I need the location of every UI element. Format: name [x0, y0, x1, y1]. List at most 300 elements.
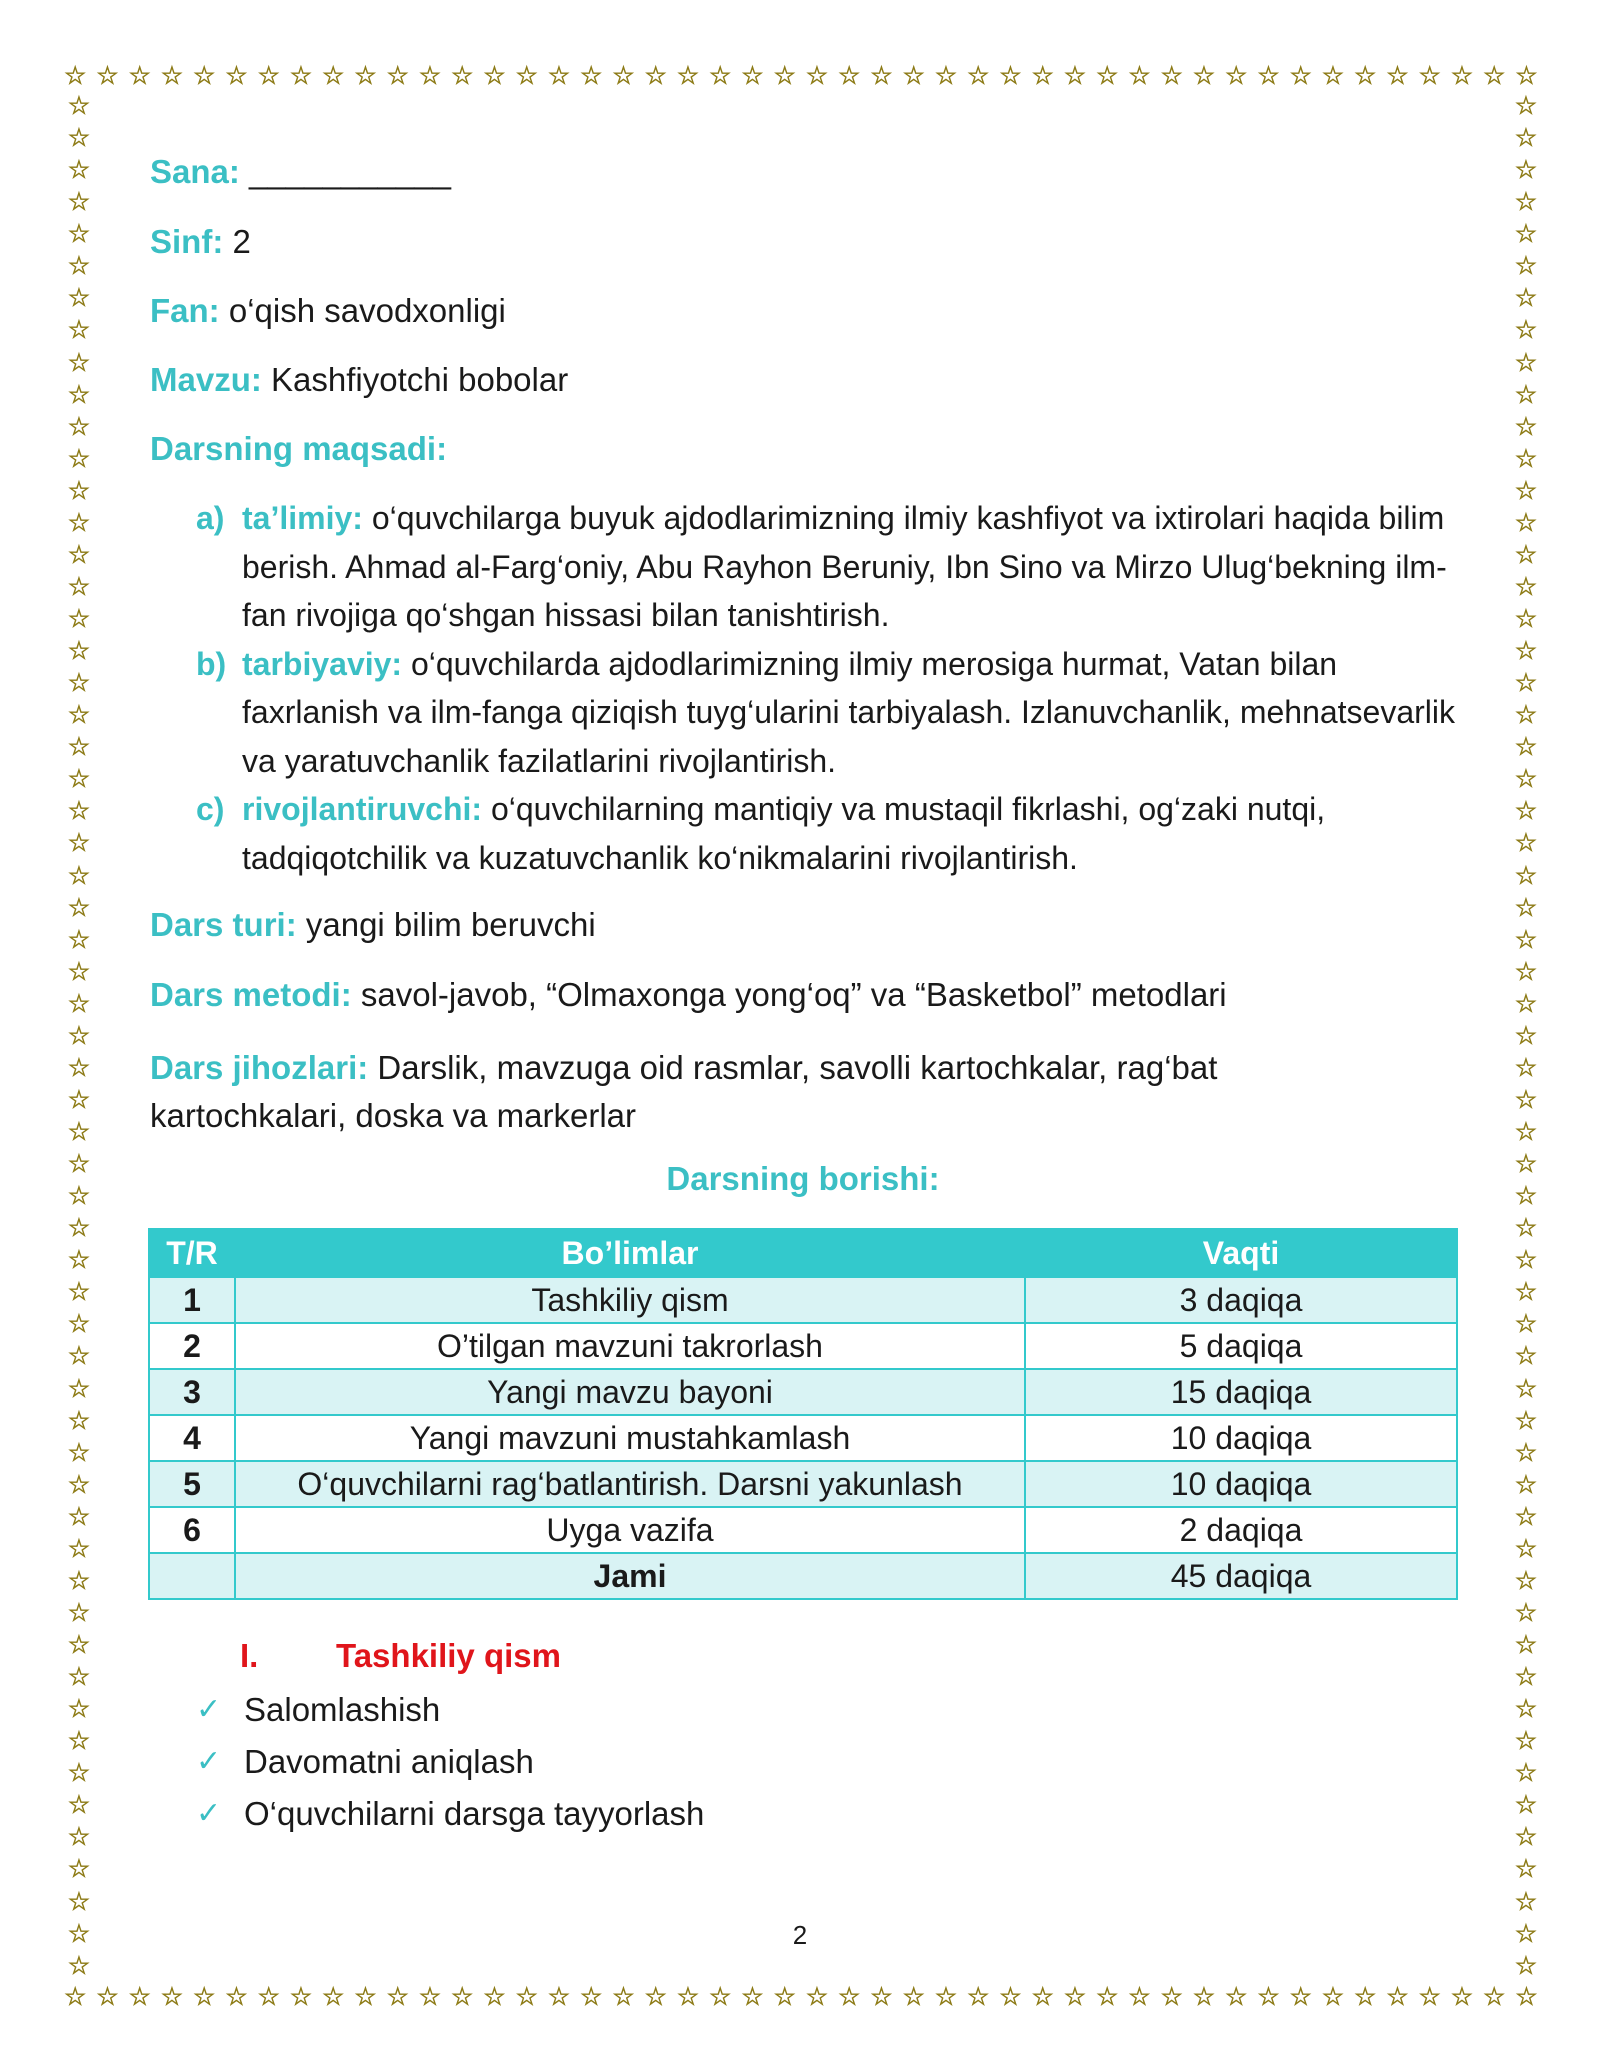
star-icon: ☆	[483, 61, 506, 90]
check-icon: ✓	[196, 1796, 222, 1831]
field-dars-metodi	[150, 975, 1227, 1015]
row-time: 10 daqiqa	[1025, 1415, 1457, 1461]
row-number: 3	[149, 1369, 235, 1415]
star-icon: ☆	[322, 61, 345, 90]
star-icon: ☆	[1514, 988, 1538, 1018]
star-icon: ☆	[67, 155, 91, 185]
field-dars-jihozlari	[150, 1044, 1350, 1140]
star-icon: ☆	[67, 1758, 91, 1788]
star-icon: ☆	[67, 1341, 91, 1371]
goal-item	[196, 785, 1466, 882]
star-icon: ☆	[1514, 539, 1538, 569]
star-icon: ☆	[67, 1854, 91, 1884]
star-icon: ☆	[1515, 1982, 1538, 2011]
star-icon: ☆	[160, 61, 184, 90]
star-icon: ☆	[225, 1982, 248, 2011]
star-icon: ☆	[1321, 1982, 1345, 2011]
goal-item	[196, 494, 1466, 640]
fan-label: Fan:	[150, 292, 220, 329]
table-row	[149, 1415, 1457, 1461]
star-icon: ☆	[451, 1982, 474, 2011]
row-time: 5 daqiqa	[1025, 1323, 1457, 1369]
table-total-row	[149, 1553, 1457, 1599]
star-icon: ☆	[1418, 1982, 1441, 2011]
star-icon: ☆	[67, 123, 91, 153]
star-icon: ☆	[1160, 61, 1183, 90]
star-icon: ☆	[67, 219, 91, 249]
mavzu-label: Mavzu:	[150, 361, 262, 398]
star-icon: ☆	[67, 1277, 91, 1307]
list-item-text: Davomatni aniqlash	[244, 1743, 534, 1780]
star-icon: ☆	[160, 1982, 184, 2011]
star-icon: ☆	[1514, 700, 1538, 730]
star-icon: ☆	[1225, 61, 1248, 90]
star-icon: ☆	[386, 61, 409, 90]
star-icon: ☆	[1514, 1694, 1538, 1724]
star-icon: ☆	[1514, 1405, 1538, 1435]
star-icon: ☆	[1514, 1373, 1538, 1403]
star-icon: ☆	[354, 61, 377, 90]
star-border-bottom	[64, 1983, 1538, 2011]
star-icon: ☆	[67, 860, 91, 890]
star-border-top	[64, 62, 1538, 90]
sinf-label: Sinf:	[150, 223, 224, 260]
goal-label: rivojlantiruvchi:	[242, 791, 483, 827]
star-icon: ☆	[1354, 1982, 1377, 2011]
star-icon: ☆	[67, 1533, 91, 1563]
star-icon: ☆	[1514, 1437, 1538, 1467]
star-icon: ☆	[773, 1982, 796, 2011]
star-icon: ☆	[741, 1982, 764, 2011]
total-number	[149, 1553, 235, 1599]
row-section: O’tilgan mavzuni takrorlash	[235, 1323, 1025, 1369]
star-icon: ☆	[1257, 1982, 1280, 2011]
star-icon: ☆	[67, 475, 91, 505]
star-icon: ☆	[902, 61, 925, 90]
star-icon: ☆	[1031, 61, 1054, 90]
star-icon: ☆	[805, 61, 829, 90]
col-header-vaqti: Vaqti	[1025, 1229, 1457, 1277]
star-icon: ☆	[67, 924, 91, 954]
star-icon: ☆	[67, 1565, 91, 1595]
star-icon: ☆	[67, 507, 91, 537]
star-icon: ☆	[67, 1886, 91, 1916]
sana-label: Sana:	[150, 153, 240, 190]
star-icon: ☆	[1096, 1982, 1119, 2011]
star-icon: ☆	[67, 347, 91, 377]
goal-letter: a)	[196, 500, 225, 536]
star-icon: ☆	[1514, 187, 1538, 217]
goal-item	[196, 640, 1466, 786]
row-time: 2 daqiqa	[1025, 1507, 1457, 1553]
field-sinf	[150, 222, 251, 262]
star-icon: ☆	[1515, 61, 1538, 90]
star-icon: ☆	[1321, 61, 1345, 90]
star-icon: ☆	[1514, 604, 1538, 633]
star-icon: ☆	[1514, 315, 1538, 345]
star-icon: ☆	[67, 1052, 91, 1082]
row-number: 4	[149, 1415, 235, 1461]
star-icon: ☆	[67, 283, 91, 313]
star-icon: ☆	[870, 61, 893, 90]
star-icon: ☆	[67, 443, 91, 473]
star-icon: ☆	[1514, 1309, 1538, 1339]
goal-letter: b)	[196, 645, 227, 682]
star-icon: ☆	[67, 411, 91, 441]
star-icon: ☆	[1514, 1597, 1538, 1627]
row-number: 2	[149, 1323, 235, 1369]
star-icon: ☆	[515, 1982, 538, 2011]
star-icon: ☆	[67, 539, 91, 569]
star-icon: ☆	[257, 1982, 280, 2011]
star-icon: ☆	[612, 61, 635, 90]
row-section: O‘quvchilarni rag‘batlantirish. Darsni yakunlash	[235, 1461, 1025, 1507]
star-icon: ☆	[67, 1309, 91, 1339]
star-icon: ☆	[67, 187, 91, 217]
star-icon: ☆	[676, 1982, 700, 2011]
star-icon: ☆	[1514, 1181, 1538, 1211]
star-icon: ☆	[1128, 61, 1151, 90]
dars-metodi-value: savol-javob, “Olmaxonga yong‘oq” va “Basketbol” metodlari	[360, 976, 1227, 1013]
star-icon: ☆	[676, 61, 700, 90]
star-icon: ☆	[1514, 1052, 1538, 1082]
star-icon: ☆	[67, 1437, 91, 1467]
star-icon: ☆	[96, 1982, 119, 2011]
star-icon: ☆	[1514, 283, 1538, 313]
star-icon: ☆	[1160, 1982, 1183, 2011]
star-icon: ☆	[1514, 1084, 1538, 1114]
star-icon: ☆	[1514, 507, 1538, 537]
total-label: Jami	[235, 1553, 1025, 1599]
star-icon: ☆	[67, 1213, 91, 1243]
star-icon: ☆	[67, 1694, 91, 1724]
star-icon: ☆	[838, 61, 861, 90]
star-icon: ☆	[1354, 61, 1377, 90]
star-icon: ☆	[1257, 61, 1280, 90]
star-icon: ☆	[67, 892, 91, 922]
page-number: 2	[792, 1920, 808, 1950]
star-icon: ☆	[934, 61, 958, 90]
star-icon: ☆	[67, 1790, 91, 1820]
dars-turi-label: Dars turi:	[150, 906, 297, 943]
checklist	[196, 1684, 704, 1840]
star-icon: ☆	[1514, 668, 1538, 698]
field-mavzu	[150, 360, 568, 400]
fan-value: o‘qish savodxonligi	[228, 292, 506, 329]
star-icon: ☆	[418, 1982, 442, 2011]
star-icon: ☆	[709, 1982, 732, 2011]
star-icon: ☆	[741, 61, 764, 90]
row-section: Yangi mavzuni mustahkamlash	[235, 1415, 1025, 1461]
star-icon: ☆	[580, 61, 603, 90]
goals-list	[196, 494, 1466, 882]
goal-label: ta’limiy:	[242, 500, 363, 536]
goal-text	[242, 785, 1466, 882]
star-icon: ☆	[67, 636, 91, 666]
star-icon: ☆	[1514, 1790, 1538, 1820]
star-icon: ☆	[1289, 1982, 1312, 2011]
star-icon: ☆	[67, 379, 91, 409]
star-icon: ☆	[967, 1982, 990, 2011]
star-icon: ☆	[1450, 1982, 1474, 2011]
star-icon: ☆	[1514, 732, 1538, 762]
star-icon: ☆	[67, 1630, 91, 1659]
star-icon: ☆	[999, 61, 1022, 90]
star-icon: ☆	[67, 251, 91, 281]
star-icon: ☆	[1514, 828, 1538, 858]
plan-title: Darsning borishi:	[666, 1160, 940, 1197]
star-icon: ☆	[67, 796, 91, 826]
star-icon: ☆	[1096, 61, 1119, 90]
star-icon: ☆	[999, 1982, 1022, 2011]
star-icon: ☆	[644, 1982, 667, 2011]
goal-body: o‘quvchilarda ajdodlarimizning ilmiy merosiga hurmat, Vatan bilan faxrlanish va ilm-fanga qiziqish tuyg‘ularini tarbiyalash. Izlanuvchanlik, mehnatsevarlik va yaratuvchanlik fazilatlarini rivojlantirish.	[242, 645, 1456, 779]
star-icon: ☆	[1418, 61, 1441, 90]
row-time: 3 daqiqa	[1025, 1277, 1457, 1323]
goal-label: tarbiyaviy:	[242, 645, 403, 682]
plan-table	[148, 1228, 1458, 1600]
section-title-text: Tashkiliy qism	[336, 1637, 561, 1674]
star-icon: ☆	[515, 61, 538, 90]
row-section: Tashkiliy qism	[235, 1277, 1025, 1323]
star-icon: ☆	[67, 1597, 91, 1627]
star-icon: ☆	[67, 604, 91, 633]
table-row	[149, 1277, 1457, 1323]
star-icon: ☆	[1192, 61, 1216, 90]
dars-jihozlari-value: Darslik, mavzuga oid rasmlar, savolli kartochkalar, rag‘bat kartochkalari, doska va markerlar	[150, 1049, 1218, 1134]
star-icon: ☆	[128, 1982, 151, 2011]
star-icon: ☆	[547, 61, 571, 90]
star-icon: ☆	[1514, 1277, 1538, 1307]
star-icon: ☆	[67, 1918, 91, 1948]
star-icon: ☆	[644, 61, 667, 90]
star-icon: ☆	[709, 61, 732, 90]
star-icon: ☆	[1514, 1501, 1538, 1531]
star-icon: ☆	[612, 1982, 635, 2011]
row-time: 10 daqiqa	[1025, 1461, 1457, 1507]
star-icon: ☆	[67, 1181, 91, 1211]
star-icon: ☆	[67, 668, 91, 698]
field-dars-turi	[150, 905, 596, 945]
star-icon: ☆	[1514, 1020, 1538, 1050]
star-icon: ☆	[1063, 1982, 1087, 2011]
star-icon: ☆	[1289, 61, 1312, 90]
row-number: 6	[149, 1507, 235, 1553]
row-number: 5	[149, 1461, 235, 1507]
total-time: 45 daqiqa	[1025, 1553, 1457, 1599]
star-icon: ☆	[1514, 860, 1538, 890]
dars-jihozlari-label: Dars jihozlari:	[150, 1049, 369, 1086]
star-icon: ☆	[870, 1982, 893, 2011]
star-icon: ☆	[547, 1982, 571, 2011]
star-icon: ☆	[67, 956, 91, 986]
star-icon: ☆	[1514, 411, 1538, 441]
goal-body: o‘quvchilarga buyuk ajdodlarimizning ilmiy kashfiyot va ixtirolari haqida bilim berish. Ahmad al-Farg‘oniy, Abu Rayhon Beruniy, Ibn Sino va Mirzo Ulug‘bekning ilm-fan rivojiga qo‘shgan hissasi bilan tanishtirish.	[242, 500, 1447, 633]
star-icon: ☆	[1514, 219, 1538, 249]
row-time: 15 daqiqa	[1025, 1369, 1457, 1415]
section-title	[240, 1637, 561, 1675]
table-row	[149, 1323, 1457, 1369]
field-sana	[150, 152, 451, 192]
star-icon: ☆	[386, 1982, 409, 2011]
star-icon: ☆	[257, 61, 280, 90]
star-icon: ☆	[1514, 924, 1538, 954]
col-header-bolimlar: Bo’limlar	[235, 1229, 1025, 1277]
star-icon: ☆	[1514, 1758, 1538, 1788]
star-icon: ☆	[1514, 123, 1538, 153]
star-icon: ☆	[67, 1822, 91, 1852]
star-border-left	[64, 92, 94, 1980]
star-icon: ☆	[67, 1726, 91, 1756]
star-icon: ☆	[1514, 636, 1538, 666]
star-icon: ☆	[1514, 1245, 1538, 1275]
star-icon: ☆	[1031, 1982, 1054, 2011]
star-icon: ☆	[805, 1982, 829, 2011]
star-icon: ☆	[67, 828, 91, 858]
star-icon: ☆	[1514, 571, 1538, 601]
star-icon: ☆	[1450, 61, 1474, 90]
star-icon: ☆	[1514, 1533, 1538, 1563]
star-icon: ☆	[1128, 1982, 1151, 2011]
row-section: Yangi mavzu bayoni	[235, 1369, 1025, 1415]
star-icon: ☆	[67, 1149, 91, 1179]
star-icon: ☆	[96, 61, 119, 90]
check-icon: ✓	[196, 1692, 222, 1727]
col-header-tr: T/R	[149, 1229, 235, 1277]
star-icon: ☆	[1514, 443, 1538, 473]
table-header-row	[149, 1229, 1457, 1277]
star-icon: ☆	[1514, 1886, 1538, 1916]
star-icon: ☆	[128, 61, 151, 90]
star-icon: ☆	[1514, 155, 1538, 185]
star-icon: ☆	[67, 1117, 91, 1146]
star-icon: ☆	[1514, 1469, 1538, 1499]
star-icon: ☆	[64, 1982, 87, 2011]
star-icon: ☆	[1483, 1982, 1506, 2011]
star-icon: ☆	[1514, 764, 1538, 794]
list-item	[196, 1684, 704, 1736]
star-icon: ☆	[67, 315, 91, 345]
star-icon: ☆	[67, 732, 91, 762]
star-icon: ☆	[1514, 796, 1538, 826]
star-icon: ☆	[1483, 61, 1506, 90]
star-icon: ☆	[1514, 1117, 1538, 1146]
list-item-text: O‘quvchilarni darsga tayyorlash	[244, 1795, 705, 1832]
goal-letter: c)	[196, 791, 225, 827]
mavzu-value: Kashfiyotchi bobolar	[271, 361, 569, 398]
row-number: 1	[149, 1277, 235, 1323]
star-icon: ☆	[1514, 251, 1538, 281]
goal-text	[242, 640, 1466, 786]
star-icon: ☆	[354, 1982, 377, 2011]
field-fan	[150, 291, 506, 331]
star-icon: ☆	[322, 1982, 345, 2011]
star-icon: ☆	[451, 61, 474, 90]
star-icon: ☆	[289, 61, 313, 90]
star-icon: ☆	[1514, 1565, 1538, 1595]
star-icon: ☆	[1514, 1213, 1538, 1243]
star-icon: ☆	[1192, 1982, 1216, 2011]
star-icon: ☆	[64, 61, 87, 90]
star-icon: ☆	[67, 1501, 91, 1531]
star-icon: ☆	[1514, 1662, 1538, 1692]
star-icon: ☆	[967, 61, 990, 90]
star-icon: ☆	[67, 1373, 91, 1403]
star-icon: ☆	[67, 1662, 91, 1692]
star-icon: ☆	[67, 1020, 91, 1050]
star-icon: ☆	[67, 700, 91, 730]
star-icon: ☆	[1514, 1822, 1538, 1852]
star-icon: ☆	[1386, 1982, 1409, 2011]
star-icon: ☆	[1514, 1918, 1538, 1948]
star-icon: ☆	[67, 1245, 91, 1275]
list-item-text: Salomlashish	[244, 1691, 441, 1728]
star-icon: ☆	[67, 571, 91, 601]
star-icon: ☆	[67, 1405, 91, 1435]
star-border-right	[1511, 92, 1541, 1980]
star-icon: ☆	[838, 1982, 861, 2011]
star-icon: ☆	[1514, 1726, 1538, 1756]
star-icon: ☆	[1514, 347, 1538, 377]
star-icon: ☆	[193, 61, 216, 90]
dars-turi-value: yangi bilim beruvchi	[305, 906, 596, 943]
star-icon: ☆	[67, 1950, 91, 1980]
goals-title-label: Darsning maqsadi:	[150, 430, 448, 467]
star-icon: ☆	[773, 61, 796, 90]
list-item	[196, 1736, 704, 1788]
star-icon: ☆	[1514, 1854, 1538, 1884]
star-icon: ☆	[67, 988, 91, 1018]
star-icon: ☆	[289, 1982, 313, 2011]
star-icon: ☆	[193, 1982, 216, 2011]
star-icon: ☆	[225, 61, 248, 90]
table-row	[149, 1369, 1457, 1415]
goal-text	[242, 494, 1466, 640]
star-icon: ☆	[483, 1982, 506, 2011]
goals-title	[150, 429, 447, 469]
star-icon: ☆	[1514, 956, 1538, 986]
star-icon: ☆	[1514, 91, 1538, 120]
star-icon: ☆	[902, 1982, 925, 2011]
table-row	[149, 1461, 1457, 1507]
star-icon: ☆	[1386, 61, 1409, 90]
star-icon: ☆	[1514, 475, 1538, 505]
star-icon: ☆	[67, 91, 91, 120]
goal-body: o‘quvchilarning mantiqiy va mustaqil fikrlashi, og‘zaki nutqi, tadqiqotchilik va kuzatuvchanlik ko‘nikmalarini rivojlantirish.	[242, 791, 1326, 876]
star-icon: ☆	[67, 1469, 91, 1499]
section-roman: I.	[240, 1637, 259, 1674]
star-icon: ☆	[67, 1084, 91, 1114]
sinf-value: 2	[232, 223, 251, 260]
list-item	[196, 1788, 704, 1840]
star-icon: ☆	[1514, 379, 1538, 409]
star-icon: ☆	[1514, 1630, 1538, 1659]
star-icon: ☆	[580, 1982, 603, 2011]
row-section: Uyga vazifa	[235, 1507, 1025, 1553]
check-icon: ✓	[196, 1744, 222, 1779]
star-icon: ☆	[1225, 1982, 1248, 2011]
table-row	[149, 1507, 1457, 1553]
star-icon: ☆	[1514, 1149, 1538, 1179]
star-icon: ☆	[1514, 1950, 1538, 1980]
star-icon: ☆	[1514, 1341, 1538, 1371]
star-icon: ☆	[1063, 61, 1087, 90]
star-icon: ☆	[1514, 892, 1538, 922]
star-icon: ☆	[67, 764, 91, 794]
star-icon: ☆	[418, 61, 442, 90]
dars-metodi-label: Dars metodi:	[150, 976, 352, 1013]
sana-value: ___________	[249, 153, 451, 190]
